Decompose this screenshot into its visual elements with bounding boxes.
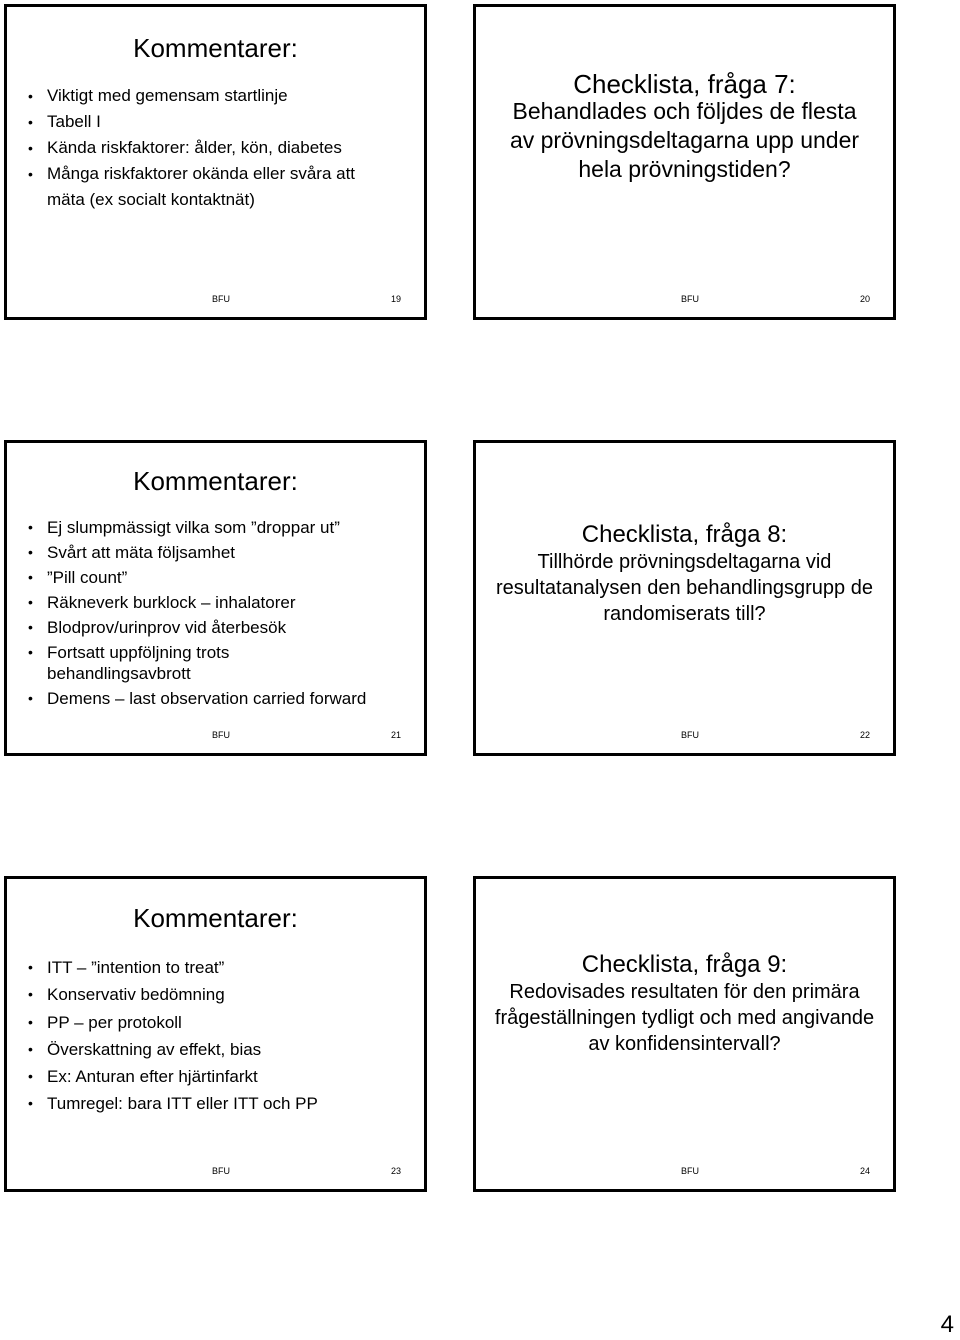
slide-number: 24	[859, 1166, 870, 1176]
slide-question: Tillhörde prövningsdeltagarna vid resultatanalysen den behandlingsgrupp de randomiserats till?	[496, 551, 873, 625]
slide-22	[473, 440, 896, 756]
slide-24	[473, 876, 896, 1192]
slide-number: 19	[390, 294, 401, 304]
slide-title: Kommentarer:	[133, 466, 298, 496]
footer-source: BFU	[212, 730, 230, 740]
page-number: 4	[940, 1311, 954, 1338]
slide-number: 22	[859, 730, 870, 740]
bullet-item: • PP – per protokoll	[27, 1009, 414, 1036]
bullet-item: • Svårt att mäta följsamhet	[27, 540, 414, 565]
bullet-item: • Tabell I	[27, 109, 414, 135]
bullet-item: • Tumregel: bara ITT eller ITT och PP	[27, 1090, 414, 1117]
slide-number: 20	[859, 294, 870, 304]
slide-question: Behandlades och följdes de flesta av prövningsdeltagarna upp under hela prövningstiden?	[509, 98, 860, 182]
bullet-item: • Demens – last observation carried forward	[27, 686, 414, 711]
bullet-item: • Kända riskfaktorer: ålder, kön, diabetes	[27, 135, 414, 161]
bullet-item: • Överskattning av effekt, bias	[27, 1036, 414, 1063]
bullet-list	[27, 954, 414, 1118]
bullet-item: • Fortsatt uppföljning trots behandlingsavbrott	[27, 642, 277, 684]
slide-19	[4, 4, 427, 320]
slide-title: Checklista, fråga 7:	[573, 69, 796, 99]
slide-title: Kommentarer:	[133, 33, 298, 63]
bullet-item: • Blodprov/urinprov vid återbesök	[27, 615, 414, 640]
slide-23	[4, 876, 427, 1192]
bullet-item: • Ej slumpmässigt vilka som ”droppar ut”	[27, 515, 414, 540]
bullet-item: • Konservativ bedömning	[27, 981, 414, 1008]
slide-number: 21	[390, 730, 401, 740]
slide-title: Checklista, fråga 9:	[581, 951, 788, 978]
slide-title: Checklista, fråga 8:	[581, 521, 788, 548]
slide-title: Kommentarer:	[133, 903, 298, 933]
slide-number: 23	[390, 1166, 401, 1176]
bullet-item: • Räkneverk burklock – inhalatorer	[27, 590, 414, 615]
bullet-item: • ”Pill count”	[27, 565, 414, 590]
bullet-item: • Många riskfaktorer okända eller svåra att mäta (ex socialt kontaktnät)	[27, 161, 387, 213]
bullet-item: • ITT – ”intention to treat”	[27, 954, 414, 981]
bullet-list	[27, 83, 414, 213]
footer-source: BFU	[681, 730, 699, 740]
slide-21	[4, 440, 427, 756]
bullet-item: • Viktigt med gemensam startlinje	[27, 83, 414, 109]
footer-source: BFU	[681, 294, 699, 304]
slide-question: Redovisades resultaten för den primära frågeställningen tydligt och med angivande av konfidensintervall?	[494, 981, 875, 1055]
bullet-item: • Ex: Anturan efter hjärtinfarkt	[27, 1063, 414, 1090]
slide-20	[473, 4, 896, 320]
bullet-list	[27, 515, 414, 711]
footer-source: BFU	[212, 1166, 230, 1176]
footer-source: BFU	[681, 1166, 699, 1176]
footer-source: BFU	[212, 294, 230, 304]
